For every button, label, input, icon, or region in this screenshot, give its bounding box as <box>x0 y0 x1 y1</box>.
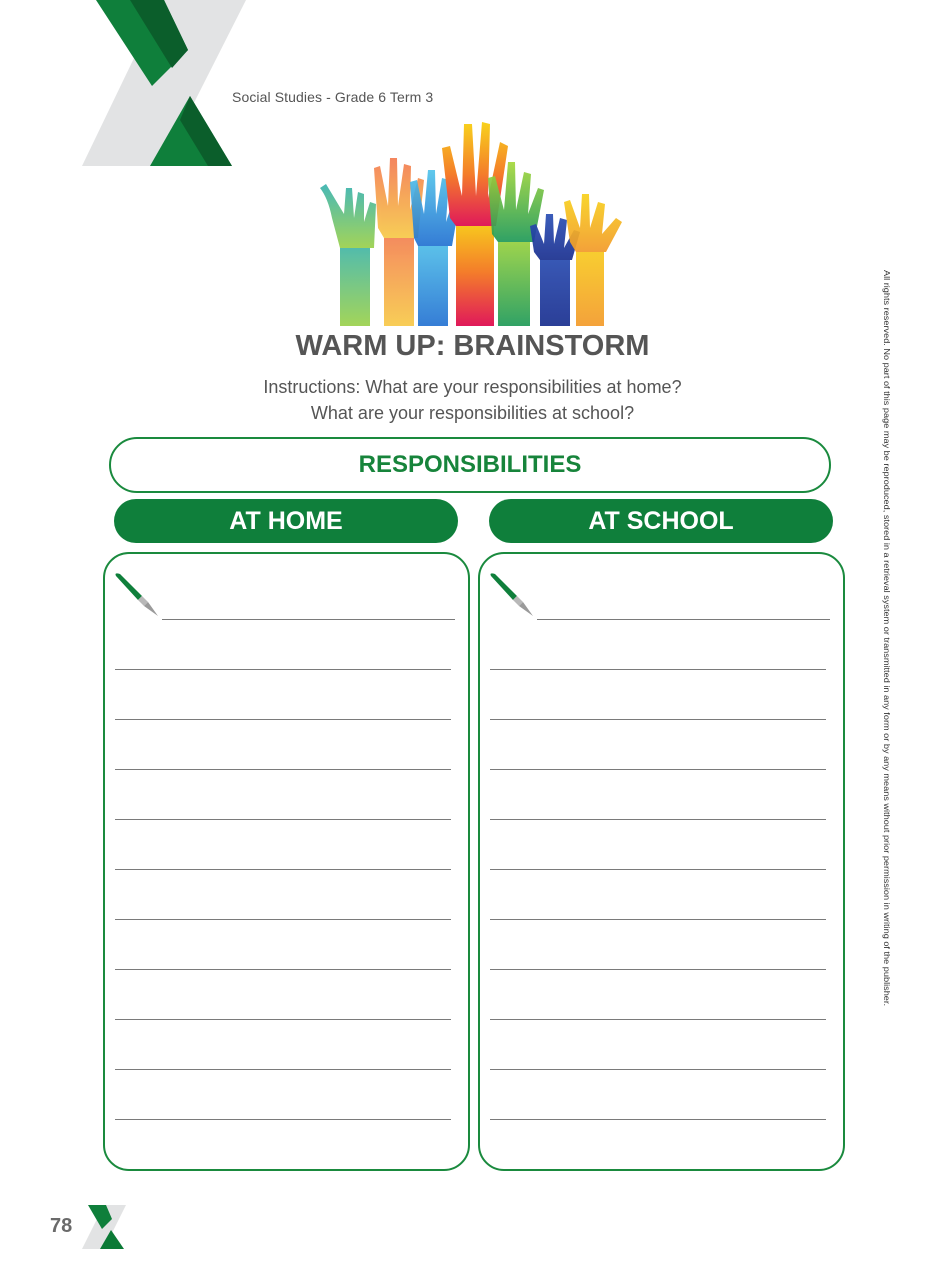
column-header-at-school: AT SCHOOL <box>489 499 833 543</box>
writing-line <box>115 1119 451 1120</box>
raised-hands-icon <box>318 118 628 326</box>
writing-line <box>115 769 451 770</box>
paintbrush-icon <box>487 570 539 622</box>
svg-text:All rights reserved. No part o: All rights reserved. No part of this page may be reproduced, stored in a retrieval system or transmitted in any form or by any means without prior permission in writing of the publisher. <box>882 270 892 937</box>
at-home-writing-panel[interactable] <box>103 552 470 1171</box>
writing-line <box>490 969 826 970</box>
brand-logo-icon <box>82 1205 128 1251</box>
writing-line <box>115 719 451 720</box>
writing-line <box>115 1019 451 1020</box>
at-school-writing-panel[interactable] <box>478 552 845 1171</box>
writing-line <box>490 919 826 920</box>
writing-line <box>115 669 451 670</box>
writing-line <box>537 619 830 620</box>
writing-line <box>115 869 451 870</box>
instructions-line-2: What are your responsibilities at school? <box>310 403 635 423</box>
writing-line <box>115 919 451 920</box>
page-number: 78 <box>50 1215 73 1237</box>
writing-line <box>490 869 826 870</box>
writing-line <box>490 1069 826 1070</box>
writing-line <box>490 819 826 820</box>
writing-line <box>490 719 826 720</box>
brand-logo-icon <box>80 0 250 168</box>
copyright-notice <box>878 270 896 1010</box>
writing-line <box>115 819 451 820</box>
instructions-line-1: Instructions: What are your responsibilities at home? <box>263 377 682 397</box>
writing-line <box>490 1019 826 1020</box>
writing-line <box>115 1069 451 1070</box>
responsibilities-heading: RESPONSIBILITIES <box>109 437 831 493</box>
writing-line <box>490 1119 826 1120</box>
column-header-at-home: AT HOME <box>114 499 458 543</box>
writing-line <box>115 969 451 970</box>
page-title: WARM UP: BRAINSTORM <box>295 330 650 362</box>
writing-line <box>490 669 826 670</box>
writing-line <box>490 769 826 770</box>
paintbrush-icon <box>112 570 164 622</box>
header-subject: Social Studies - Grade 6 Term 3 <box>232 89 434 105</box>
writing-line <box>162 619 455 620</box>
